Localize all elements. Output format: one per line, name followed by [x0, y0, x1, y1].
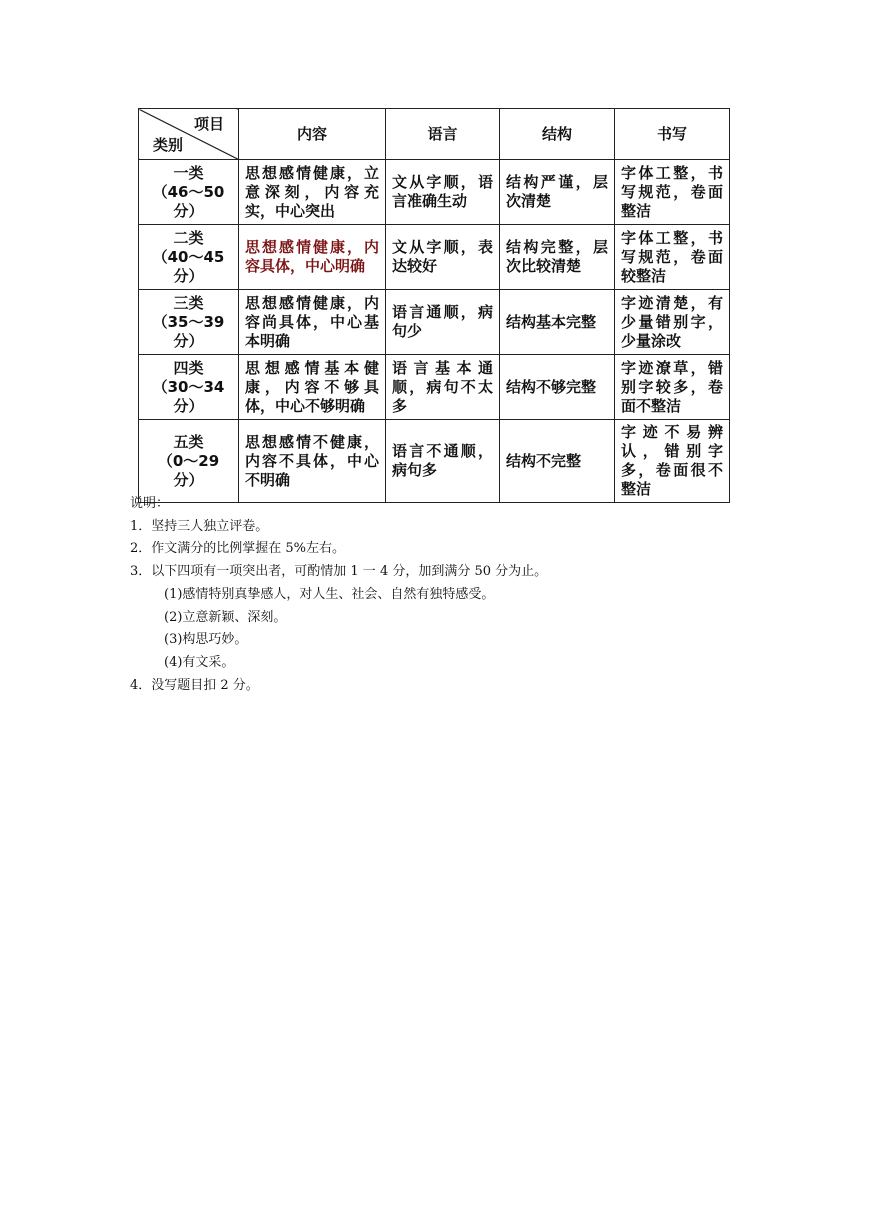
content-cell: 思想感情不健康，内容不具体，中心不明确 — [239, 420, 386, 503]
note-sub-item: (4)有文采。 — [164, 654, 235, 670]
note-item: 3．以下四项有一项突出者，可酌情加 1 一 4 分，加到满分 50 分为止。 — [130, 564, 548, 580]
structure-cell: 结构严谨，层次清楚 — [500, 160, 615, 225]
content-cell: 思想感情健康，内容尚具体，中心基本明确 — [239, 290, 386, 355]
notes-section — [130, 493, 750, 697]
category-range: （0～29 分） — [157, 451, 220, 489]
category-range: （35～39 分） — [152, 312, 225, 350]
note-item: 1．坚持三人独立评卷。 — [130, 518, 269, 534]
category-cell — [139, 355, 239, 420]
category-cell — [139, 290, 239, 355]
writing-cell: 字体工整，书写规范，卷面较整洁 — [615, 225, 730, 290]
category-name: 一类 — [173, 163, 204, 182]
column-header-language: 语言 — [386, 109, 500, 160]
corner-header-item: 项目 — [193, 115, 224, 133]
structure-cell: 结构基本完整 — [500, 290, 615, 355]
category-range: （46～50 分） — [152, 182, 225, 220]
note-sub-item: (2)立意新颖、深刻。 — [164, 609, 287, 625]
grading-table — [138, 108, 730, 503]
category-range: （30～34 分） — [152, 377, 225, 415]
writing-cell: 字迹不易辨认，错别字多，卷面很不整洁 — [615, 420, 730, 503]
language-cell: 语言基本通顺，病句不太多 — [386, 355, 500, 420]
category-name: 五类 — [173, 432, 204, 451]
content-cell: 思想感情基本健康，内容不够具体，中心不够明确 — [239, 355, 386, 420]
category-name: 四类 — [173, 358, 204, 377]
category-range: （40～45 分） — [152, 247, 225, 285]
language-cell: 语言不通顺，病句多 — [386, 420, 500, 503]
structure-cell: 结构完整，层次比较清楚 — [500, 225, 615, 290]
table-row — [139, 420, 730, 503]
category-name: 二类 — [173, 228, 204, 247]
note-sub-item: (1)感情特别真挚感人，对人生、社会、自然有独特感受。 — [164, 586, 495, 602]
note-item: 2．作文满分的比例掌握在 5%左右。 — [130, 541, 346, 557]
category-cell — [139, 160, 239, 225]
writing-cell: 字迹清楚，有少量错别字，少量涂改 — [615, 290, 730, 355]
column-header-structure: 结构 — [500, 109, 615, 160]
note-item: 4．没写题目扣 2 分。 — [130, 677, 259, 693]
table-row — [139, 355, 730, 420]
category-cell — [139, 225, 239, 290]
column-header-writing: 书写 — [615, 109, 730, 160]
category-name: 三类 — [173, 293, 204, 312]
structure-cell: 结构不完整 — [500, 420, 615, 503]
language-cell: 文从字顺，语言准确生动 — [386, 160, 500, 225]
category-cell — [139, 420, 239, 503]
notes-heading: 说明： — [130, 496, 170, 511]
table-row — [139, 225, 730, 290]
structure-cell: 结构不够完整 — [500, 355, 615, 420]
table-header-row — [139, 109, 730, 160]
corner-header-category: 类别 — [153, 136, 184, 154]
writing-cell: 字体工整，书写规范，卷面整洁 — [615, 160, 730, 225]
table-row — [139, 290, 730, 355]
language-cell: 文从字顺，表达较好 — [386, 225, 500, 290]
note-sub-item: (3)构思巧妙。 — [164, 632, 248, 648]
corner-header — [139, 109, 239, 160]
writing-cell: 字迹潦草，错别字较多，卷面不整洁 — [615, 355, 730, 420]
content-cell: 思想感情健康，立意深刻，内容充实，中心突出 — [239, 160, 386, 225]
language-cell: 语言通顺，病句少 — [386, 290, 500, 355]
content-cell: 思想感情健康，内容具体，中心明确 — [239, 225, 386, 290]
column-header-content: 内容 — [239, 109, 386, 160]
table-row — [139, 160, 730, 225]
